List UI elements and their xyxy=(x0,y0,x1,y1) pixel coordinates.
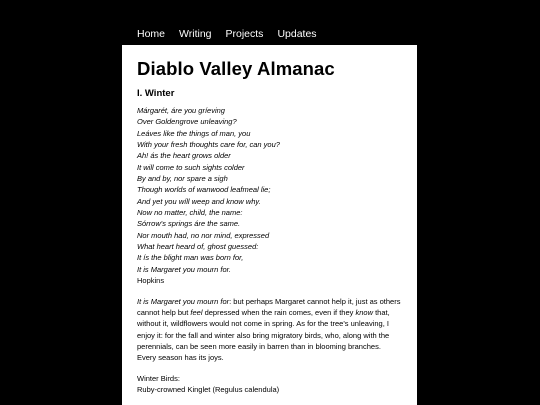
nav-link-home[interactable]: Home xyxy=(137,28,166,40)
essay-paragraph xyxy=(137,296,402,364)
poem-line: Sórrow's springs áre the same. xyxy=(137,219,241,229)
paragraph-segment: depressed when the rain comes, even if they xyxy=(202,307,356,317)
poem-line: By and by, nor spare a sigh xyxy=(137,174,228,184)
main-content xyxy=(122,45,417,405)
nav-link-projects[interactable]: Projects xyxy=(225,28,264,40)
birds-list-item: Ruby-crowned Kinglet (Regulus calendula) xyxy=(137,384,280,394)
section-heading: I. Winter xyxy=(137,88,175,99)
poem-line: It will come to such sights colder xyxy=(137,162,245,172)
poem-line: And yet you wíll weep and know why. xyxy=(137,196,261,206)
poem-line: It is Margaret you mourn for. xyxy=(137,264,231,274)
paragraph-segment-italic: It is Margaret you mourn for xyxy=(137,296,230,306)
poem-line: Márgarét, áre you gríeving xyxy=(137,106,225,115)
poem-line: Nor mouth had, no nor mind, expressed xyxy=(137,230,270,240)
paragraph-segment-italic: know xyxy=(355,307,374,317)
paragraph-segment-italic: feel xyxy=(190,307,203,317)
poem-line: Leáves like the things of man, you xyxy=(137,128,251,138)
page-title: Diablo Valley Almanac xyxy=(137,58,335,79)
poem-line: With your fresh thoughts care for, can you? xyxy=(137,140,280,150)
poem xyxy=(137,105,402,287)
nav-link-writing[interactable]: Writing xyxy=(179,28,212,40)
poem-line: Though worlds of wanwood leafmeal lie; xyxy=(137,185,271,195)
nav-link-updates[interactable]: Updates xyxy=(277,28,317,40)
poem-line: It ís the blight man was born for, xyxy=(137,253,244,263)
birds-heading: Winter Birds: xyxy=(137,373,180,383)
top-navigation xyxy=(137,27,331,41)
poem-line: Ah! ás the heart grows older xyxy=(137,151,231,161)
poem-attribution: Hopkins xyxy=(137,276,165,286)
paragraph-segment: : but perhaps Margaret cannot help it, just as others cannot help but xyxy=(137,296,401,317)
poem-line: What heart heard of, ghost guessed: xyxy=(137,242,259,252)
poem-line: Over Goldengrove unleaving? xyxy=(137,117,237,127)
paragraph-segment: that, without it, wildflowers would not come in spring. As for the tree's unleaving, I enjoy it: for the fall and winter also bring migratory birds, who, along with the perennials, can be seen more easily in barren than in blooming branches. Every season has its joys. xyxy=(137,307,390,363)
poem-line: Now no matter, child, the name: xyxy=(137,208,243,218)
